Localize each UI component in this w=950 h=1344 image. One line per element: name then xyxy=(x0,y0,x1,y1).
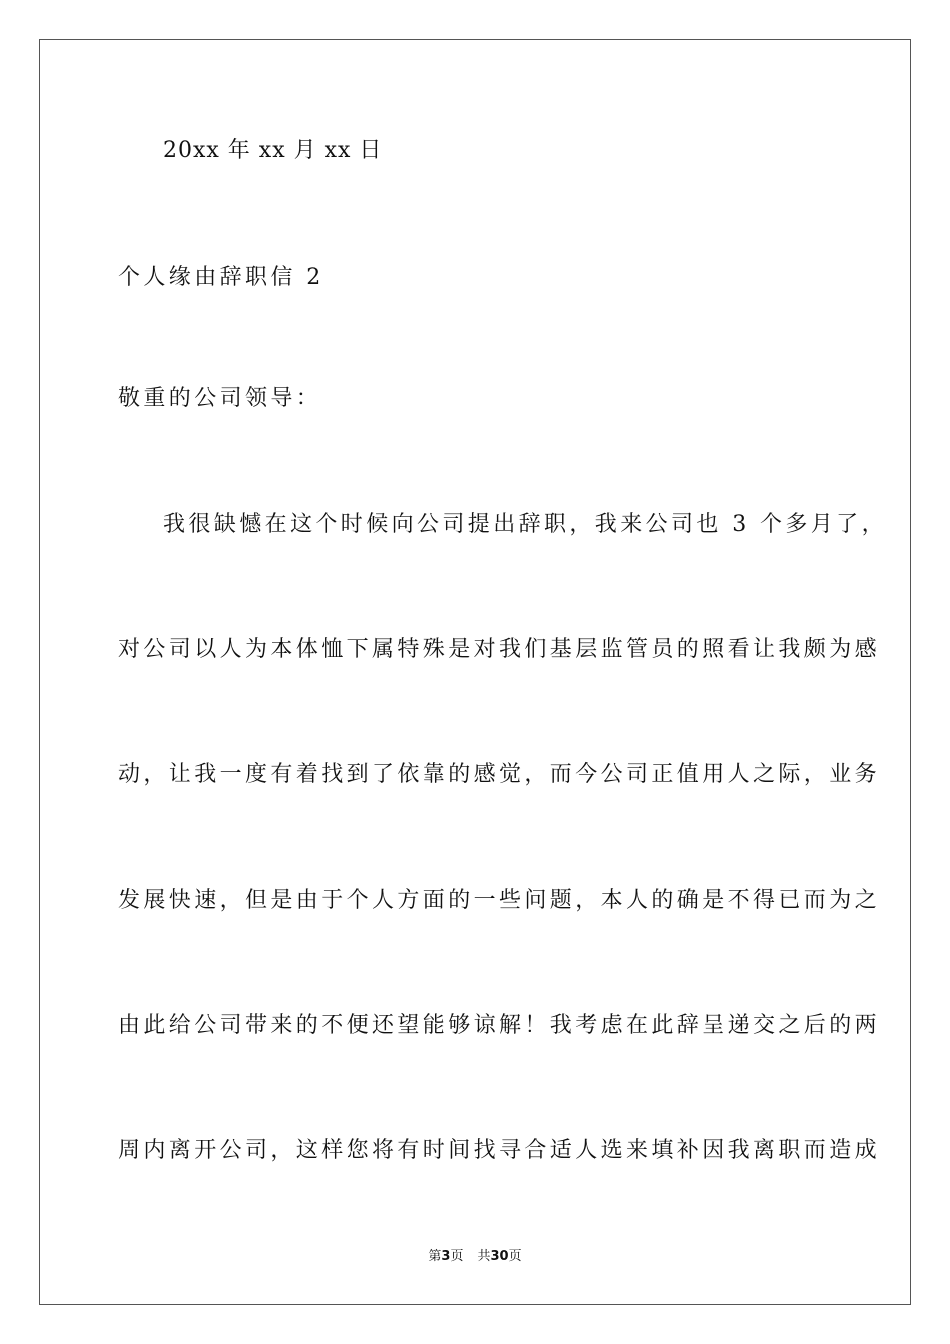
page-border xyxy=(39,39,911,1305)
total-prefix: 共 xyxy=(477,1249,491,1264)
body-line-2: 对公司以人为本体恤下属特殊是对我们基层监管员的照看让我颇为感 xyxy=(118,637,881,662)
total-suffix: 页 xyxy=(508,1249,522,1264)
body-line-5: 由此给公司带来的不便还望能够谅解！我考虑在此辞呈递交之后的两 xyxy=(118,1013,881,1038)
body-line-4: 发展快速，但是由于个人方面的一些问题，本人的确是不得已而为之 xyxy=(118,888,881,913)
total-pages: 30 xyxy=(490,1249,509,1264)
date-line: 20xx 年 xx 月 xx 日 xyxy=(163,138,383,163)
page-footer xyxy=(0,1248,950,1266)
page-suffix: 页 xyxy=(450,1249,464,1264)
body-line-3: 动，让我一度有着找到了依靠的感觉，而今公司正值用人之际，业务 xyxy=(118,762,881,787)
body-line-1: 我很缺憾在这个时候向公司提出辞职，我来公司也 3 个多月了， xyxy=(163,512,887,537)
letter-title: 个人缘由辞职信 2 xyxy=(118,265,324,290)
salutation: 敬重的公司领导： xyxy=(118,386,322,411)
page-prefix: 第 xyxy=(428,1249,442,1264)
body-line-6: 周内离开公司，这样您将有时间找寻合适人选来填补因我离职而造成 xyxy=(118,1138,881,1163)
page-number: 3 xyxy=(441,1249,451,1264)
